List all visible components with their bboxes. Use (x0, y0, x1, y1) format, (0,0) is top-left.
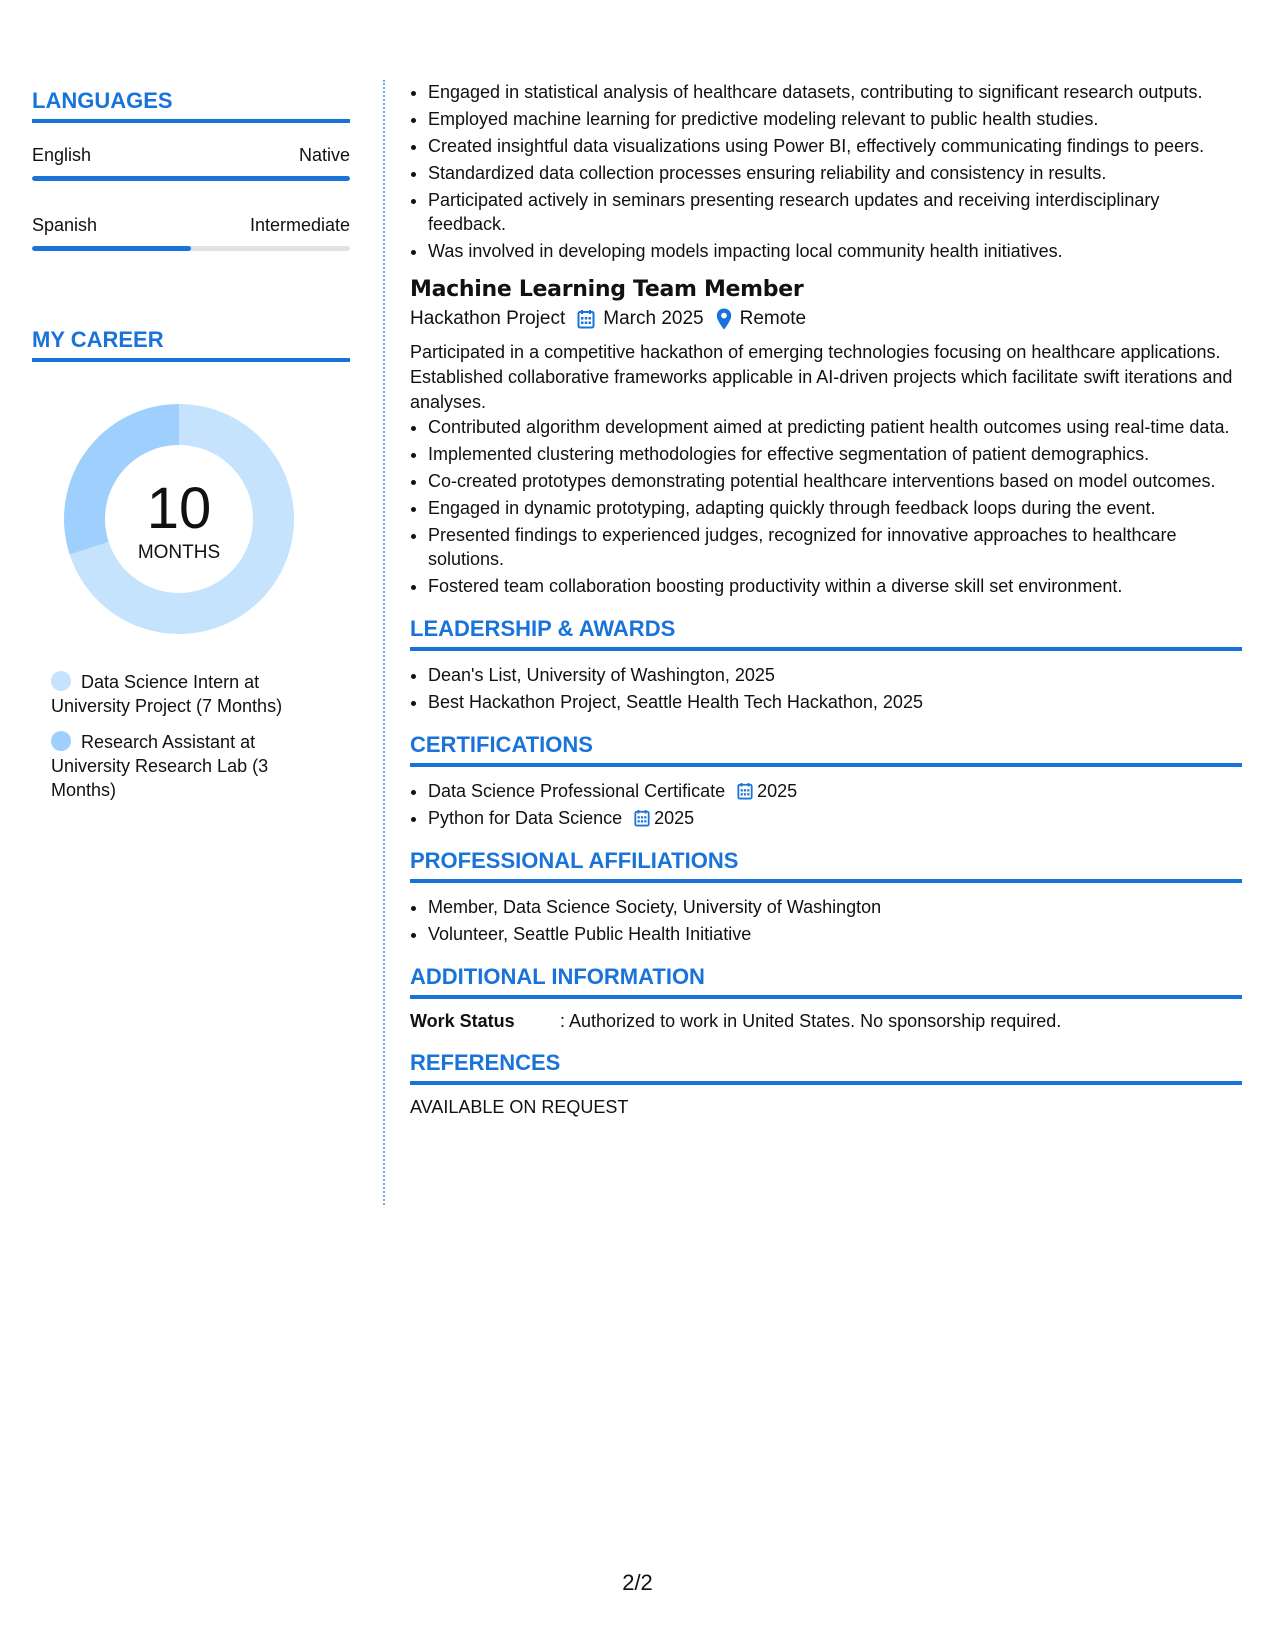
job-description: Participated in a competitive hackathon of emerging technologies focusing on healthcare applications. Established collaborative frameworks applicable in AI-driven projects which facilitate swift iterations and analyses. (410, 342, 1233, 412)
certifications-section (410, 732, 1242, 830)
job-org: Hackathon Project (410, 308, 566, 329)
affiliations-section (410, 848, 1242, 946)
job-meta (410, 308, 1242, 330)
bullet-item: • Volunteer, Seattle Public Health Initiative (428, 922, 1242, 946)
language-proficiency-bar (32, 176, 350, 181)
main-content (410, 80, 1242, 1118)
career-legend-item (51, 670, 311, 718)
bullet-item: • Was involved in developing models impacting local community health initiatives. (428, 239, 1242, 263)
bullet-item: • Co-created prototypes demonstrating potential healthcare interventions based on model outcomes. (428, 469, 1242, 493)
calendar-icon (634, 809, 650, 827)
location-pin-icon (716, 308, 732, 330)
sidebar (32, 88, 350, 814)
language-proficiency-bar (32, 246, 350, 251)
leadership-section (410, 616, 1242, 714)
job-date: March 2025 (603, 308, 704, 329)
bullet-item: • Created insightful data visualizations using Power BI, effectively communicating findings to peers. (428, 134, 1242, 158)
work-status-label: Work Status (410, 1011, 515, 1031)
bullet-item: • Contributed algorithm development aimed at predicting patient health outcomes using real-time data. (428, 415, 1242, 439)
certifications-heading: CERTIFICATIONS (410, 732, 1242, 767)
certification-year: 2025 (757, 781, 798, 801)
certification-year: 2025 (654, 808, 695, 828)
bullet-item: • Best Hackathon Project, Seattle Health Tech Hackathon, 2025 (428, 690, 1242, 714)
bullet-item: • Implemented clustering methodologies for effective segmentation of patient demographics. (428, 442, 1242, 466)
bullet-item: • Engaged in statistical analysis of healthcare datasets, contributing to significant research outputs. (428, 80, 1242, 104)
certification-item (428, 779, 1242, 803)
career-role-label: Data Science Intern at University Project (7 Months) (51, 672, 283, 716)
career-legend (51, 670, 311, 802)
career-donut-chart (64, 404, 294, 634)
bullet-item: • Engaged in dynamic prototyping, adapting quickly through feedback loops during the event. (428, 496, 1242, 520)
certification-item (428, 806, 1242, 830)
affiliations-heading: PROFESSIONAL AFFILIATIONS (410, 848, 1242, 883)
bullet-item: • Standardized data collection processes ensuring reliability and consistency in results. (428, 161, 1242, 185)
column-divider (383, 80, 385, 1205)
language-level: Intermediate (249, 215, 350, 235)
bullet-item: • Dean's List, University of Washington, 2025 (428, 663, 1242, 687)
career-legend-item (51, 730, 311, 802)
language-proficiency-fill (32, 246, 191, 251)
job-location: Remote (739, 308, 807, 329)
language-name: English (32, 145, 92, 165)
additional-info-heading: ADDITIONAL INFORMATION (410, 964, 1242, 999)
language-name: Spanish (32, 215, 98, 235)
additional-info-section (410, 964, 1242, 1032)
legend-dot-icon (51, 731, 71, 751)
career-total-value: 10 (146, 476, 212, 541)
certification-name: • Data Science Professional Certificate (428, 781, 726, 801)
bullet-item: • Member, Data Science Society, University of Washington (428, 895, 1242, 919)
career-total-unit: MONTHS (137, 542, 221, 563)
bullet-item: • Fostered team collaboration boosting productivity within a diverse skill set environment. (428, 574, 1242, 598)
language-item (32, 215, 350, 251)
certification-name: • Python for Data Science (428, 808, 623, 828)
experience-bullets (410, 80, 1242, 263)
job-bullets (410, 415, 1242, 598)
language-proficiency-fill (32, 176, 350, 181)
work-status-row (410, 1011, 1242, 1032)
references-text: AVAILABLE ON REQUEST (410, 1097, 629, 1117)
references-heading: REFERENCES (410, 1050, 1242, 1085)
language-item (32, 145, 350, 181)
calendar-icon (737, 782, 753, 800)
languages-heading: LANGUAGES (32, 88, 350, 123)
job-title: Machine Learning Team Member (410, 277, 804, 302)
bullet-item: • Employed machine learning for predictive modeling relevant to public health studies. (428, 107, 1242, 131)
work-status-value: : Authorized to work in United States. No sponsorship required. (560, 1011, 1062, 1031)
language-level: Native (298, 145, 350, 165)
career-role-label: Research Assistant at University Research Lab (3 Months) (51, 732, 269, 800)
bullet-item: • Presented findings to experienced judges, recognized for innovative approaches to healthcare solutions. (428, 523, 1242, 571)
leadership-heading: LEADERSHIP & AWARDS (410, 616, 1242, 651)
bullet-item: • Participated actively in seminars presenting research updates and receiving interdisciplinary feedback. (428, 188, 1242, 236)
legend-dot-icon (51, 671, 71, 691)
calendar-icon (577, 309, 595, 329)
references-section (410, 1050, 1242, 1118)
page-number: 2/2 (622, 1570, 653, 1595)
career-heading: MY CAREER (32, 327, 350, 362)
